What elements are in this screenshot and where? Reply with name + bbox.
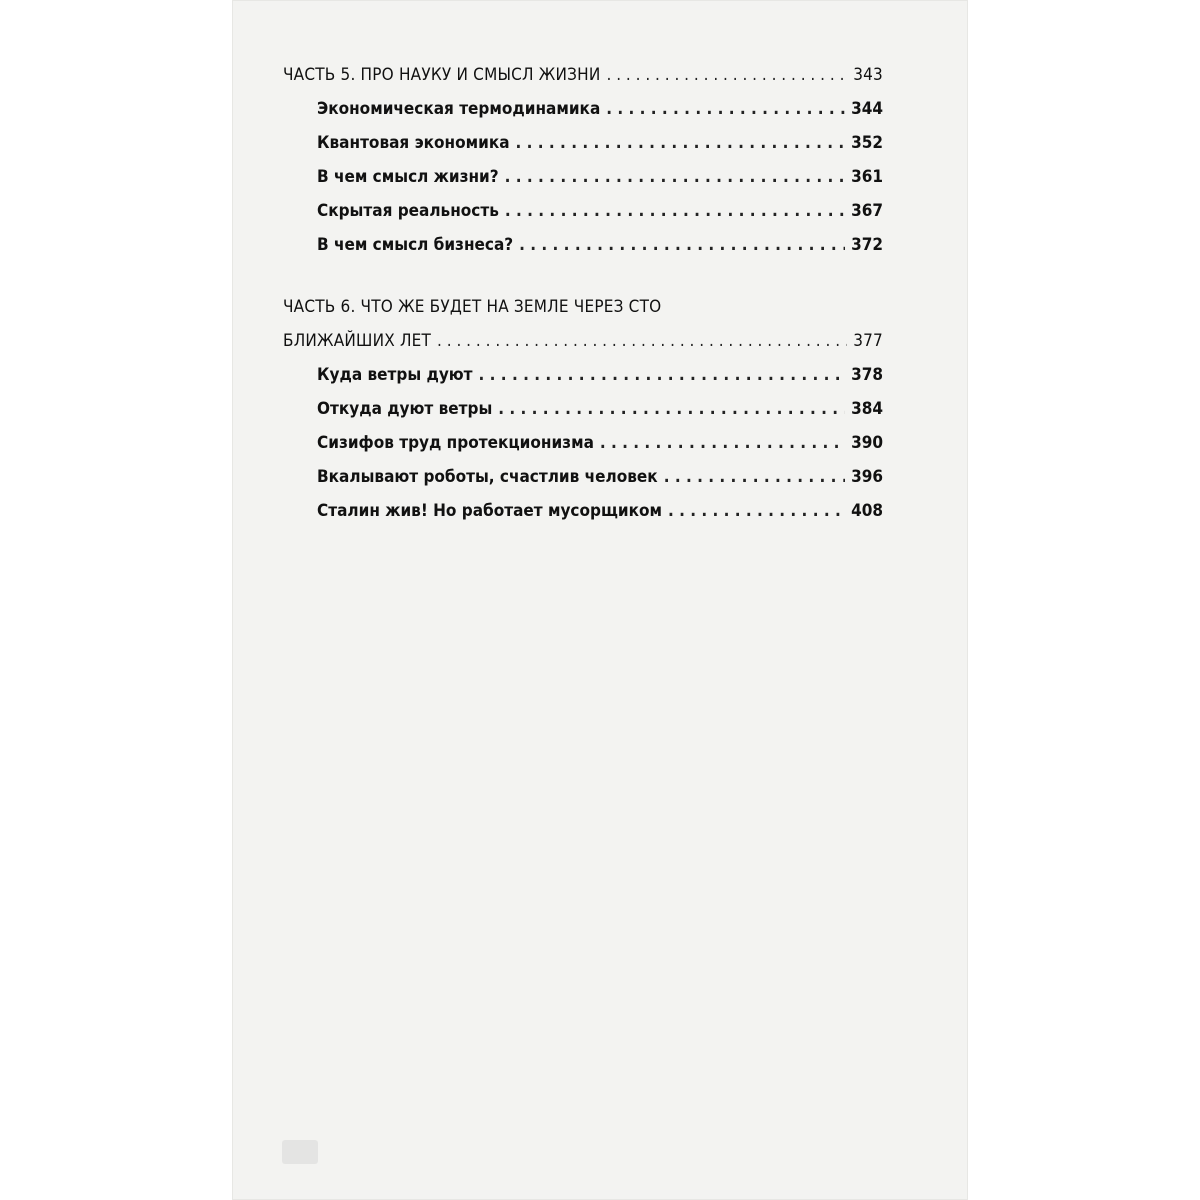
- toc-item[interactable]: [283, 92, 883, 126]
- toc-page-number: 377: [853, 331, 883, 351]
- toc-page-number: 352: [851, 133, 883, 153]
- table-of-contents: [283, 58, 883, 528]
- toc-page-number: 344: [851, 99, 883, 119]
- dot-leader: [516, 126, 846, 160]
- dot-leader: [606, 58, 847, 92]
- toc-page-number: 390: [851, 433, 883, 453]
- dot-leader: [479, 358, 846, 392]
- toc-item[interactable]: [283, 194, 883, 228]
- toc-item[interactable]: [283, 494, 883, 528]
- toc-part-5[interactable]: [283, 58, 883, 92]
- toc-item-title: Откуда дуют ветры: [317, 399, 493, 419]
- toc-item-title: Скрытая реальность: [317, 201, 499, 221]
- toc-item[interactable]: [283, 426, 883, 460]
- toc-part-title-line-2: БЛИЖАЙШИХ ЛЕТ: [283, 331, 432, 351]
- section-gap: [283, 262, 883, 290]
- toc-page-number: 378: [851, 365, 883, 385]
- dot-leader: [519, 228, 845, 262]
- toc-item-title: Экономическая термодинамика: [317, 99, 601, 119]
- dot-leader: [606, 92, 845, 126]
- toc-page-number: 367: [851, 201, 883, 221]
- dot-leader: [664, 460, 845, 494]
- toc-page-number: 361: [851, 167, 883, 187]
- dot-leader: [498, 392, 845, 426]
- toc-item[interactable]: [283, 358, 883, 392]
- dot-leader: [668, 494, 845, 528]
- toc-item-title: Вкалывают роботы, счастлив человек: [317, 467, 658, 487]
- toc-item-title: Сталин жив! Но работает мусорщиком: [317, 501, 662, 521]
- toc-item-title: Сизифов труд протекционизма: [317, 433, 594, 453]
- toc-item[interactable]: [283, 460, 883, 494]
- toc-page-number: 396: [851, 467, 883, 487]
- toc-part-6[interactable]: [283, 290, 883, 358]
- toc-item[interactable]: [283, 160, 883, 194]
- dot-leader: [437, 324, 847, 358]
- dot-leader: [505, 160, 845, 194]
- dot-leader: [505, 194, 845, 228]
- toc-item[interactable]: [283, 126, 883, 160]
- toc-item-title: Куда ветры дуют: [317, 365, 473, 385]
- toc-page-number: 372: [851, 235, 883, 255]
- dot-leader: [600, 426, 845, 460]
- toc-page-number: 408: [851, 501, 883, 521]
- toc-item-title: Квантовая экономика: [317, 133, 510, 153]
- toc-item-title: В чем смысл жизни?: [317, 167, 499, 187]
- page-corner-smudge: [282, 1140, 318, 1164]
- toc-item[interactable]: [283, 392, 883, 426]
- toc-part-title: ЧАСТЬ 5. ПРО НАУКУ И СМЫСЛ ЖИЗНИ: [283, 65, 601, 85]
- toc-item[interactable]: [283, 228, 883, 262]
- toc-part-title-line-1: ЧАСТЬ 6. ЧТО ЖЕ БУДЕТ НА ЗЕМЛЕ ЧЕРЕЗ СТО: [283, 297, 662, 317]
- toc-page-number: 343: [853, 65, 883, 85]
- toc-item-title: В чем смысл бизнеса?: [317, 235, 514, 255]
- toc-page-number: 384: [851, 399, 883, 419]
